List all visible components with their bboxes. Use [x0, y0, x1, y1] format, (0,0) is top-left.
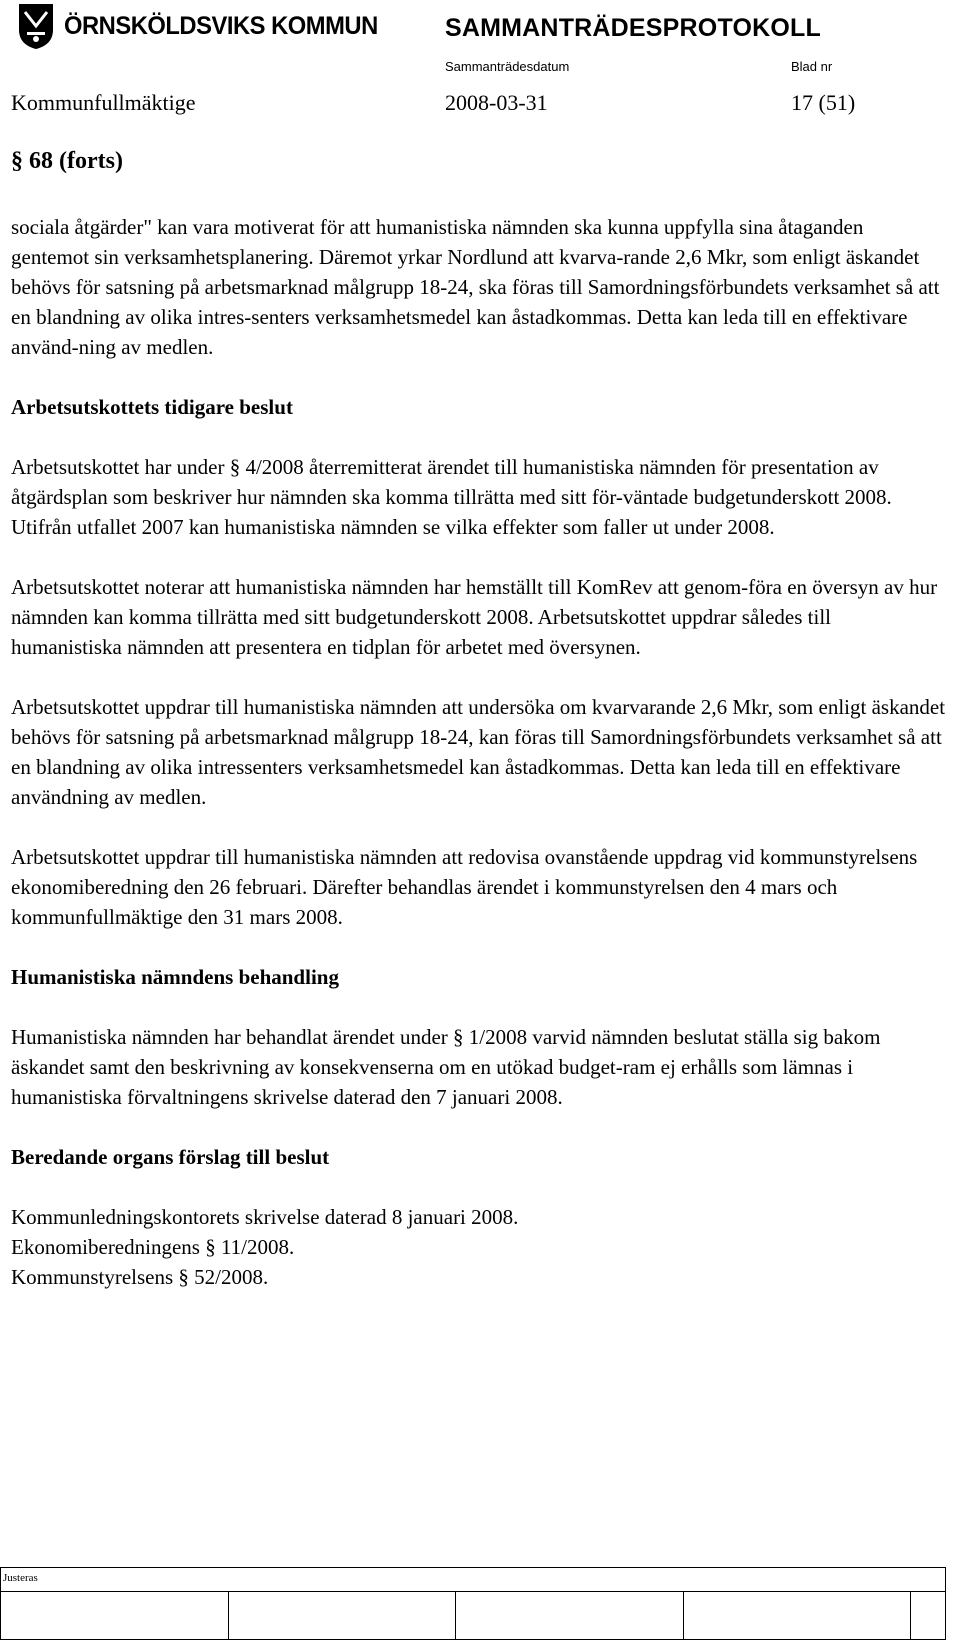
protocol-body	[11, 212, 946, 1292]
intro-paragraph: sociala åtgärder" kan vara motiverat för att humanistiska nämnden ska kunna uppfylla sina åtaganden gentemot sin verksamhetsplanering. Däremot yrkar Nordlund att kvarva-rande 2,6 Mkr, som enligt äskandet behövs för satsning på arbetsmarknad målgrupp 18-24, ska föras till Samordningsförbundets verksamhet så att en blandning av olika intres-senters verksamhetsmedel kan åstadkommas. Detta kan leda till en effektivare använd-ning av medlen.	[11, 215, 940, 359]
hn-paragraph-1: Humanistiska nämnden har behandlat ärendet under § 1/2008 varvid nämnden beslutat ställa sig bakom äskandet samt den beskrivning av konsekvenserna om en utökad budget-ram ej erhålls som lämnas i humanistiska förvaltningens skrivelse daterad den 7 januari 2008.	[11, 1025, 881, 1109]
municipality-logo	[17, 2, 55, 50]
heading-au-decision: Arbetsutskottets tidigare beslut	[11, 395, 293, 419]
bo-line-3: Kommunstyrelsens § 52/2008.	[11, 1265, 269, 1289]
meeting-date-label: Sammanträdesdatum	[445, 59, 570, 74]
signature-cell	[1, 1592, 229, 1640]
document-type-title: SAMMANTRÄDESPROTOKOLL	[445, 14, 821, 42]
page-number-label: Blad nr	[791, 59, 833, 74]
heading-hn-treatment: Humanistiska nämndens behandling	[11, 965, 339, 989]
signature-cell	[683, 1592, 911, 1640]
meeting-date: 2008-03-31	[445, 90, 548, 115]
meeting-body: Kommunfullmäktige	[11, 90, 196, 115]
organization-name: ÖRNSKÖLDSVIKS KOMMUN	[64, 12, 378, 40]
bo-line-2: Ekonomiberedningens § 11/2008.	[11, 1235, 295, 1259]
justeras-label: Justeras	[3, 1572, 38, 1584]
justeras-label-cell	[1, 1568, 946, 1592]
section-paragraph-heading: § 68 (forts)	[11, 148, 123, 174]
bo-line-1: Kommunledningskontorets skrivelse daterad 8 januari 2008.	[11, 1205, 519, 1229]
au-paragraph-3: Arbetsutskottet uppdrar till humanistiska nämnden att undersöka om kvarvarande 2,6 Mkr, som enligt äskandet behövs för satsning på arbetsmarknad målgrupp 18-24, kan föras till Samordningsförbundets verksamhet så att en blandning av olika intressenters verksamhetsmedel kan åstadkommas. Detta kan leda till en effektivare användning av medlen.	[11, 695, 946, 809]
heading-bo-proposal: Beredande organs förslag till beslut	[11, 1145, 330, 1169]
page-number: 17 (51)	[791, 90, 856, 115]
signature-cell	[228, 1592, 456, 1640]
signature-cell	[456, 1592, 684, 1640]
justeras-signature-table	[0, 1567, 946, 1640]
au-paragraph-1: Arbetsutskottet har under § 4/2008 återremitterat ärendet till humanistiska nämnden för presentation av åtgärdsplan som beskriver hur nämnden ska komma tillrätta med sitt för-väntade budgetunderskott 2008. Utifrån utfallet 2007 kan humanistiska nämnden se vilka effekter som faller ut under 2008.	[11, 455, 892, 539]
au-paragraph-4: Arbetsutskottet uppdrar till humanistiska nämnden att redovisa ovanstående uppdrag vid kommunstyrelsens ekonomiberedning den 26 februari. Därefter behandlas ärendet i kommunstyrelsen den 4 mars och kommunfullmäktige den 31 mars 2008.	[11, 845, 918, 929]
au-paragraph-2: Arbetsutskottet noterar att humanistiska nämnden har hemställt till KomRev att genom-föra en översyn av hur nämnden kan komma tillrätta med sitt budgetunderskott 2008. Arbetsutskottet uppdrar således till humanistiska nämnden att presentera en tidplan för arbetet med översynen.	[11, 575, 938, 659]
signature-cell	[911, 1592, 946, 1640]
